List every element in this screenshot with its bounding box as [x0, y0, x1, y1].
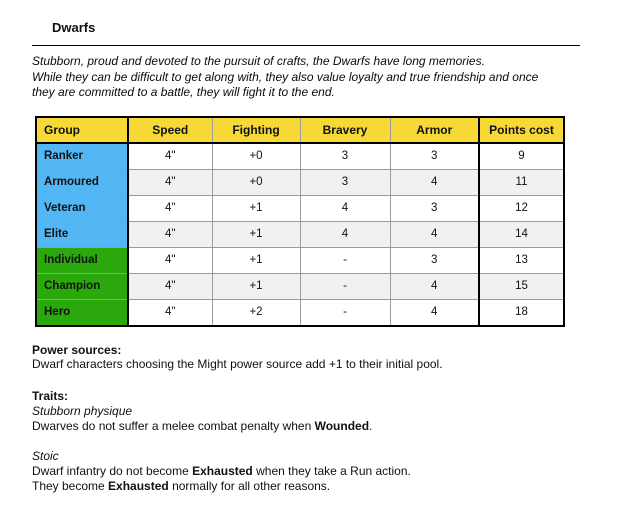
- stat-cell: -: [300, 299, 390, 326]
- trait-text-segment: They become: [32, 479, 109, 494]
- column-header-fighting: Fighting: [212, 117, 300, 143]
- column-header-speed: Speed: [128, 117, 212, 143]
- stat-cell: 4": [128, 143, 212, 170]
- trait-text-segment: Dwarves do not suffer a melee combat penalty when: [32, 418, 315, 433]
- stat-cell: -: [300, 247, 390, 273]
- table-row: [36, 273, 564, 299]
- column-header-armor: Armor: [390, 117, 479, 143]
- intro-line: Stubborn, proud and devoted to the pursuit of crafts, the Dwarfs have long memories.: [32, 54, 485, 68]
- group-cell: Veteran: [36, 195, 128, 221]
- table-header-row: [36, 117, 564, 143]
- stat-cell: +2: [212, 299, 300, 326]
- group-cell: Champion: [36, 273, 128, 299]
- trait-text-stoic-line1: [32, 464, 627, 479]
- stat-cell: 13: [479, 247, 564, 273]
- trait-text-stubborn: [32, 419, 627, 434]
- column-header-points-cost: Points cost: [479, 117, 564, 143]
- stat-cell: 4": [128, 273, 212, 299]
- table-row: [36, 195, 564, 221]
- stat-cell: +1: [212, 221, 300, 247]
- stat-cell: 4": [128, 299, 212, 326]
- trait-text-stoic-line2: [32, 479, 627, 494]
- stat-cell: 3: [300, 143, 390, 170]
- intro-line: they are committed to a battle, they will fight it to the end.: [32, 85, 335, 99]
- group-cell: Elite: [36, 221, 128, 247]
- trait-keyword: Exhausted: [108, 479, 169, 494]
- table-row: [36, 221, 564, 247]
- table-row: [36, 143, 564, 170]
- stat-cell: +1: [212, 195, 300, 221]
- trait-name-stoic: Stoic: [32, 449, 59, 464]
- stat-cell: -: [300, 273, 390, 299]
- trait-keyword: Wounded: [314, 418, 370, 433]
- traits-section: [32, 389, 627, 433]
- table-row: [36, 247, 564, 273]
- stat-cell: 4: [300, 195, 390, 221]
- group-cell: Armoured: [36, 169, 128, 195]
- stat-cell: 4: [390, 273, 479, 299]
- traits-heading: Traits:: [32, 389, 69, 404]
- intro-line: While they can be difficult to get along with, they also value loyalty and true friendship and once: [32, 69, 539, 84]
- title-divider: [32, 45, 580, 46]
- trait-text-segment: normally for all other reasons.: [168, 479, 331, 494]
- stat-cell: +0: [212, 169, 300, 195]
- stat-cell: 4: [300, 221, 390, 247]
- stat-cell: 4: [390, 169, 479, 195]
- stat-cell: 18: [479, 299, 564, 326]
- group-cell: Individual: [36, 247, 128, 273]
- column-header-group: Group: [36, 117, 128, 143]
- stats-table: [35, 116, 565, 327]
- power-sources-section: [32, 343, 627, 373]
- trait-text-segment: Dwarf infantry do not become: [32, 464, 193, 479]
- stat-cell: 9: [479, 143, 564, 170]
- stat-cell: +0: [212, 143, 300, 170]
- stat-cell: 4": [128, 195, 212, 221]
- table-row: [36, 169, 564, 195]
- stat-cell: 4": [128, 221, 212, 247]
- stat-cell: 15: [479, 273, 564, 299]
- trait-keyword: Exhausted: [192, 464, 253, 479]
- stat-cell: +1: [212, 247, 300, 273]
- power-sources-text: Dwarf characters choosing the Might power source add +1 to their initial pool.: [32, 357, 443, 372]
- page-title: Dwarfs: [52, 20, 96, 35]
- stat-cell: 12: [479, 195, 564, 221]
- stat-cell: 4": [128, 247, 212, 273]
- table-row: [36, 299, 564, 326]
- stat-cell: 3: [390, 247, 479, 273]
- trait-name-stubborn-physique: Stubborn physique: [32, 403, 133, 418]
- stat-cell: 4: [390, 299, 479, 326]
- trait-text-segment: .: [369, 418, 373, 433]
- column-header-bravery: Bravery: [300, 117, 390, 143]
- intro-paragraph: [32, 54, 627, 101]
- stat-cell: 4: [390, 221, 479, 247]
- stat-cell: 3: [300, 169, 390, 195]
- stats-table-body: [36, 143, 564, 326]
- stoic-trait-section: [32, 449, 627, 493]
- group-cell: Ranker: [36, 143, 128, 170]
- trait-text-segment: when they take a Run action.: [252, 464, 411, 479]
- stat-cell: 3: [390, 143, 479, 170]
- group-cell: Hero: [36, 299, 128, 326]
- stat-cell: +1: [212, 273, 300, 299]
- power-sources-heading: Power sources:: [32, 342, 122, 357]
- stat-cell: 11: [479, 169, 564, 195]
- stat-cell: 4": [128, 169, 212, 195]
- stat-cell: 3: [390, 195, 479, 221]
- stat-cell: 14: [479, 221, 564, 247]
